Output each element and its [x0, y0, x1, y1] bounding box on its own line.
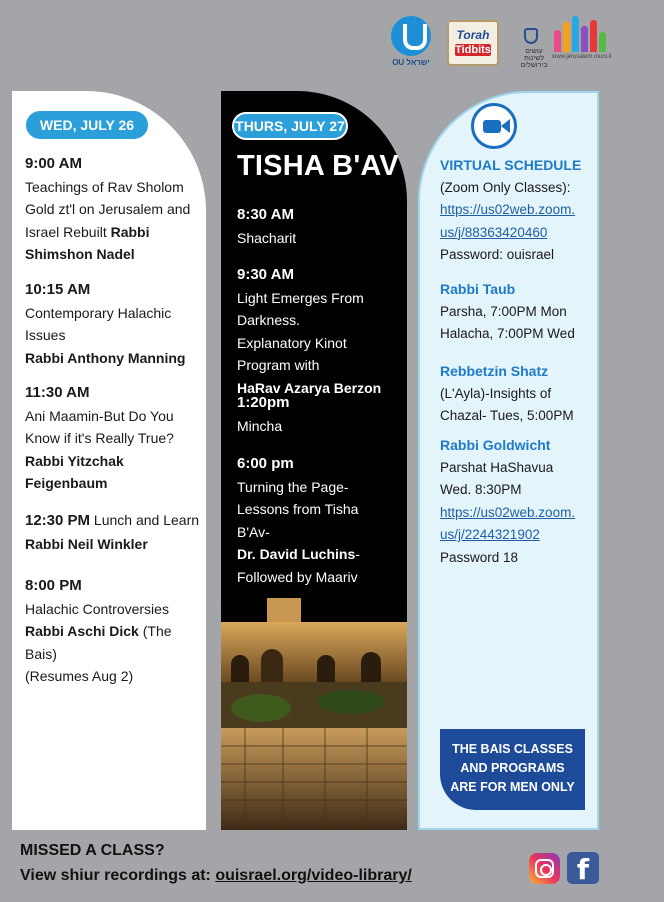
col1-item-5-speaker: Rabbi Aschi Dick — [25, 623, 139, 639]
col1-item-1-desc: Teachings of Rav Sholom Gold zt'l on Jerusalem and Israel Rebuilt — [25, 178, 191, 240]
rebbetzin-shatz-line1: (L'Ayla)-Insights of — [440, 385, 552, 401]
torah-tidbits-line2: Tidbits — [455, 44, 491, 56]
col1-item-3-desc: Ani Maamin-But Do You Know if it's Really True? — [25, 407, 174, 446]
col2-item-4-time: 6:00 pm — [237, 455, 294, 472]
col2-item-4-speaker: Dr. David Luchins — [237, 546, 356, 562]
rabbi-goldwicht-line2: Wed. 8:30PM — [440, 482, 522, 497]
zoom-video-icon — [471, 103, 517, 149]
jerusalem-art-icon — [552, 14, 614, 52]
col1-item-3-time: 11:30 AM — [25, 384, 90, 401]
ou-logo-icon — [391, 16, 431, 56]
col2-item-1-desc: Shacharit — [237, 229, 297, 246]
col1-item-3-speaker: Rabbi Yitzchak Feigenbaum — [25, 452, 124, 491]
facebook-icon[interactable]: f — [567, 852, 599, 884]
footer-line2: View shiur recordings at: — [20, 867, 216, 884]
jerusalem-hebrew-text: עושים לשינות בירושלים — [520, 48, 548, 69]
zoom-link-2a[interactable]: https://us02web.zoom. — [440, 504, 576, 520]
col2-item-2-time: 9:30 AM — [237, 266, 294, 283]
footer-line1: MISSED A CLASS? — [20, 842, 165, 859]
col2-item-3-desc: Mincha — [237, 417, 283, 434]
col1-item-5-desc: Halachic Controversies — [25, 600, 169, 617]
zoom-link-2b[interactable]: us/j/2244321902 — [440, 527, 540, 542]
virtual-schedule-sub: (Zoom Only Classes): — [440, 179, 571, 195]
col2-item-1 — [237, 204, 402, 249]
thursday-date-pill: THURS, JULY 27 — [232, 112, 348, 140]
col1-item-2-time: 10:15 AM — [25, 281, 91, 298]
col1-item-4-time: 12:30 PM — [25, 512, 91, 529]
col1-item-5 — [25, 575, 203, 688]
col2-item-3-time: 1:20pm — [237, 394, 290, 411]
rabbi-goldwicht-block — [440, 434, 590, 569]
col2-item-3 — [237, 392, 402, 437]
rabbi-taub-line1: Parsha, 7:00PM Mon — [440, 303, 567, 319]
rabbi-goldwicht-name: Rabbi Goldwicht — [440, 437, 551, 453]
torah-tidbits-line1: Torah — [456, 28, 490, 42]
video-library-link[interactable]: ouisrael.org/video-library/ — [215, 867, 412, 884]
rebbetzin-shatz-line2: Chazal- Tues, 5:00PM — [440, 408, 574, 423]
men-only-notice-line1: THE BAIS CLASSES — [452, 742, 573, 756]
jerusalem-municipality-logo — [516, 14, 618, 69]
old-city-night-image — [221, 598, 407, 830]
jerusalem-url: www.jerusalem.muni.il — [552, 54, 612, 60]
col1-item-5-note: (Resumes Aug 2) — [25, 668, 134, 684]
col2-item-4-desc: Turning the Page- Lessons from Tisha B'Av- — [237, 478, 359, 540]
col1-item-1 — [25, 153, 203, 266]
rabbi-goldwicht-line1: Parshat HaShavua — [440, 459, 554, 475]
virtual-schedule-heading: VIRTUAL SCHEDULE — [440, 157, 582, 173]
col2-item-1-time: 8:30 AM — [237, 206, 294, 223]
rabbi-taub-block — [440, 278, 590, 346]
ou-israel-logo — [389, 16, 433, 70]
col2-item-2 — [237, 264, 402, 399]
wednesday-date-pill: WED, JULY 26 — [26, 111, 148, 139]
ou-logo-caption: OU ישראל — [392, 58, 430, 67]
col1-item-4-desc: Lunch and Learn — [90, 512, 200, 528]
col2-item-4 — [237, 453, 402, 588]
zoom-link-1b[interactable]: us/j/88363420460 — [440, 224, 548, 240]
zoom-password-1: Password: ouisrael — [440, 247, 555, 262]
rebbetzin-shatz-name: Rebbetzin Shatz — [440, 363, 549, 379]
col2-item-4-note: Followed by Maariv — [237, 568, 358, 585]
footer-missed-class — [20, 838, 500, 888]
col1-item-3 — [25, 382, 203, 495]
men-only-notice — [440, 729, 585, 810]
zoom-password-2: Password 18 — [440, 549, 519, 565]
col1-item-5-time: 8:00 PM — [25, 577, 82, 594]
torah-tidbits-logo — [447, 20, 499, 66]
tisha-bav-title: TISHA B'AV — [237, 150, 399, 182]
col1-item-4 — [25, 509, 203, 555]
rabbi-taub-line2: Halacha, 7:00PM Wed — [440, 326, 575, 341]
col1-item-1-time: 9:00 AM — [25, 155, 82, 172]
col2-item-2-speaker: HaRav Azarya Berzon — [237, 379, 382, 396]
col1-item-2-desc: Contemporary Halachic Issues — [25, 304, 172, 343]
col1-item-2 — [25, 279, 203, 369]
rebbetzin-shatz-block — [440, 360, 590, 428]
zoom-link-1a[interactable]: https://us02web.zoom. — [440, 202, 576, 217]
jerusalem-emblem-icon — [524, 28, 538, 44]
col1-item-4-speaker: Rabbi Neil Winkler — [25, 535, 148, 552]
col1-item-2-speaker: Rabbi Anthony Manning — [25, 349, 186, 366]
col1-item-1-speaker: Rabbi Shimshon Nadel — [25, 223, 150, 262]
col1-item-5-after: (The Bais) — [25, 623, 172, 662]
men-only-notice-line2: AND PROGRAMS — [460, 761, 565, 775]
rabbi-taub-name: Rabbi Taub — [440, 281, 516, 297]
men-only-notice-line3: ARE FOR MEN ONLY — [450, 780, 575, 794]
col2-item-4-after: - — [355, 546, 360, 562]
col2-item-2-desc: Light Emerges From Darkness. Explanatory Kinot Program with — [237, 289, 364, 373]
instagram-icon[interactable] — [529, 853, 560, 884]
virtual-schedule-block — [440, 154, 590, 267]
